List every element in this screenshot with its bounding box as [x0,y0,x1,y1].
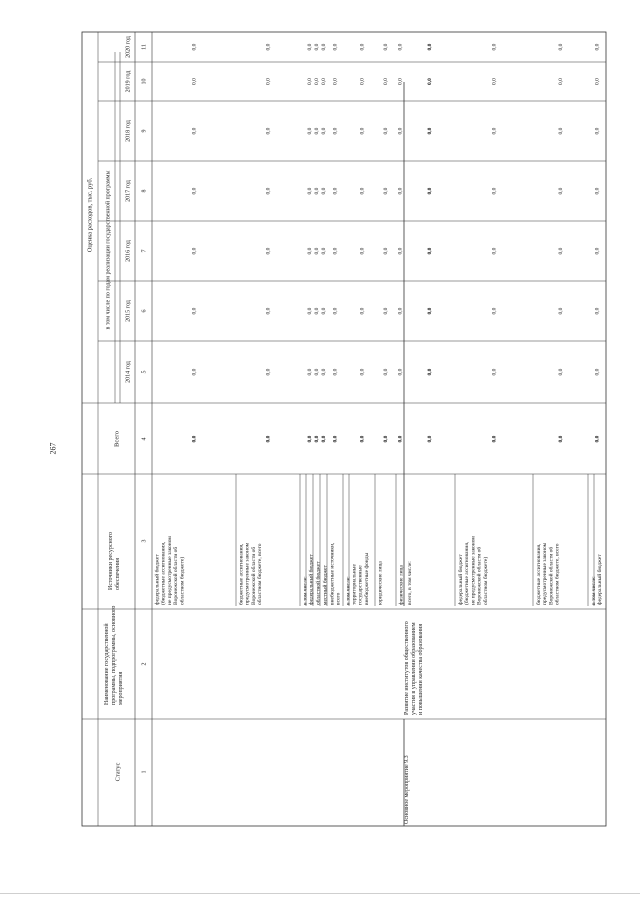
block1-value: 0,0 [382,368,389,376]
block1-value: 0,0 [191,247,198,255]
block1-value: 0,0 [265,368,272,376]
block2-value: 0,0 [426,247,433,255]
column-number-9: 9 [141,129,148,133]
table-frame [82,32,606,826]
block2-status-line: Основное мероприятие 9.3 [404,755,410,824]
block2-value: 0,0 [426,307,433,315]
block1-value: 0,0 [306,247,313,255]
block1-value: 0,0 [332,78,339,85]
block2-value: 0,0 [594,127,601,135]
block2-value: 0,0 [594,187,601,195]
block1-value: 0,0 [332,368,339,376]
block1-value: 0,0 [397,187,404,195]
block1-source [329,542,342,605]
block1-value: 0,0 [332,435,339,443]
block1-value: 0,0 [359,247,366,255]
block1-source [308,554,315,605]
block1-source [398,565,405,605]
block1-value: 0,0 [306,127,313,135]
block1-source-line: предусмотренные законом [244,542,251,605]
block1-source-line: федеральный бюджет [154,554,161,605]
block1-value: 0,0 [320,78,327,85]
block1-value: 0,0 [359,43,366,51]
block1-value: 0,0 [320,43,327,51]
block2-name-line: участия в управлении образованием [411,622,417,715]
block1-value: 0,0 [265,78,272,85]
block1-source-line: Воронежской области об [250,546,257,605]
block2-value: 0,0 [594,307,601,315]
header-year-2017: 2017 год [125,180,132,202]
header-year-2019: 2019 год [125,70,132,93]
block2-value: 0,0 [491,368,498,376]
header-year-2018: 2018 год [125,120,132,142]
block1-value: 0,0 [320,187,327,195]
block1-value: 0,0 [306,368,313,376]
block2-source [596,554,603,605]
block1-value: 0,0 [265,187,272,195]
page-bottom-rule [0,893,640,894]
header-by-years: в том числе по годам реализации государственной программы [105,170,112,330]
header-name-line: программы, подпрограммы, основного [111,605,117,705]
block2-value: 0,0 [594,368,601,376]
block1-value: 0,0 [359,78,366,85]
block2-source-line: Воронежской области об [548,546,555,605]
header-estimate: Оценка расходов, тыс. руб. [86,177,94,253]
block1-source-line: Воронежской области об [173,546,180,605]
block1-source [352,553,370,605]
block1-value: 0,0 [397,435,404,443]
block1-value: 0,0 [382,187,389,195]
block2-value: 0,0 [557,368,564,376]
block2-source-line: в том числе: [591,576,597,605]
header-status: Статус [114,762,122,782]
block1-value: 0,0 [359,187,366,195]
page-number: 267 [48,442,58,454]
block1-value: 0,0 [265,43,272,51]
block1-value: 0,0 [397,127,404,135]
block1-value: 0,0 [313,435,320,443]
block1-source [378,561,384,605]
block1-value: 0,0 [191,78,198,85]
block1-value: 0,0 [332,307,339,315]
block1-source-line: местный бюджет [322,565,329,605]
block2-name [403,621,424,715]
block2-source [535,542,561,605]
block1-source-line: федеральный бюджет [308,554,315,605]
column-number-3: 3 [141,539,148,543]
block1-value: 0,0 [306,307,313,315]
block1-value: 0,0 [191,368,198,376]
block1-value: 0,0 [397,368,404,376]
block2-source-line: (бюджетные ассигнования, [464,541,471,605]
block1-value: 0,0 [332,247,339,255]
header-name-line: Наименование государственной [104,623,110,705]
column-number-11: 11 [141,44,148,50]
block1-value: 0,0 [359,127,366,135]
block2-value: 0,0 [557,78,564,85]
block1-source-line: областном бюджете) [179,556,186,605]
block1-value: 0,0 [306,43,313,51]
column-number-1: 1 [141,770,148,774]
block2-value: 0,0 [594,435,601,443]
block1-value: 0,0 [191,43,198,51]
block1-source-line: физические лица [398,565,405,605]
header-year-2015: 2015 год [125,300,132,322]
block2-value: 0,0 [557,43,564,51]
block2-value: 0,0 [491,78,498,85]
block1-source [315,561,322,605]
block1-value: 0,0 [265,435,272,443]
block2-value: 0,0 [557,187,564,195]
block1-source-line: государственные [357,565,364,605]
block1-value: 0,0 [265,247,272,255]
header-sources [108,532,121,590]
block1-value: 0,0 [359,435,366,443]
header-total: Всего [113,431,121,447]
header-sources-line: обеспечения [115,557,121,590]
block1-value: 0,0 [359,307,366,315]
block2-source-line: федеральный бюджет [458,554,464,605]
block1-source-line: (бюджетные ассигнования, [160,541,167,605]
block2-value: 0,0 [594,43,601,51]
block1-value: 0,0 [191,187,198,195]
block1-value: 0,0 [313,187,320,195]
block2-value: 0,0 [594,78,601,85]
block2-source-line: бюджетные ассигнования, [536,543,542,605]
block1-value: 0,0 [397,247,404,255]
block2-name-line: Развитие институтов общественного [404,621,410,715]
block2-source-line: Воронежской области об [476,546,483,605]
block1-value: 0,0 [191,307,198,315]
block1-source-line: всего [335,592,342,605]
block1-value: 0,0 [397,78,404,85]
block2-value: 0,0 [491,43,498,51]
column-number-10: 10 [141,78,148,85]
block2-value: 0,0 [491,307,498,315]
block2-value: 0,0 [557,435,564,443]
block1-value: 0,0 [320,247,327,255]
block1-source [154,536,186,605]
block1-source-line: в том числе: [302,576,309,605]
header-sources-line: Источники ресурсного [108,531,114,590]
block1-value: 0,0 [313,307,320,315]
block1-source-line: внебюджетные фонды [363,552,370,605]
column-number-6: 6 [141,309,148,313]
block2-source-line: предусмотренные законом [542,542,549,605]
block1-source [322,565,329,605]
block2-value: 0,0 [426,368,433,376]
block1-source-line: территориальные [351,564,358,605]
block1-value: 0,0 [320,435,327,443]
block2-value: 0,0 [426,127,433,135]
block1-value: 0,0 [320,307,327,315]
block1-value: 0,0 [332,43,339,51]
block1-source-line: в том числе: [345,576,352,605]
block2-status [404,755,410,824]
block1-value: 0,0 [320,127,327,135]
column-number-7: 7 [141,249,148,253]
block2-value: 0,0 [594,247,601,255]
header-name [103,606,124,705]
block2-source-line: всего, в том числе: [407,561,413,605]
block1-value: 0,0 [265,127,272,135]
block1-value: 0,0 [265,307,272,315]
block2-source-line: не предусмотренные законом [470,536,477,605]
header-name-line: мероприятия [118,671,124,705]
block1-value: 0,0 [191,435,198,443]
block1-value: 0,0 [382,435,389,443]
block1-source-line: не предусмотренные законом [166,536,173,605]
block2-source-line: федеральный бюджет [597,554,603,605]
block1-source [238,542,264,605]
block2-value: 0,0 [426,435,433,443]
block2-value: 0,0 [491,127,498,135]
block1-source-line: внебюджетные источники, [329,542,336,605]
block1-source-line: юридические лица [377,561,384,605]
block1-value: 0,0 [382,247,389,255]
block1-value: 0,0 [382,307,389,315]
block1-value: 0,0 [306,78,313,85]
block1-source-line: областном бюджете, всего [257,543,264,605]
column-number-8: 8 [141,189,148,193]
block1-value: 0,0 [382,78,389,85]
column-number-5: 5 [141,370,148,374]
block2-value: 0,0 [426,43,433,51]
block2-name-line: и повышении качества образования [418,623,424,715]
block2-value: 0,0 [426,187,433,195]
block2-value: 0,0 [426,78,433,85]
block2-source-line: областном бюджете) [482,556,489,605]
block2-source [457,536,489,605]
block2-value: 0,0 [557,247,564,255]
header-year-2016: 2016 год [125,240,132,262]
block2-value: 0,0 [491,247,498,255]
block1-value: 0,0 [313,368,320,376]
block2-source-line: областном бюджете, всего [554,543,561,605]
block1-value: 0,0 [332,127,339,135]
block1-value: 0,0 [313,43,320,51]
block1-value: 0,0 [320,368,327,376]
block2-value: 0,0 [491,435,498,443]
block2-value: 0,0 [557,127,564,135]
block1-value: 0,0 [313,78,320,85]
header-year-2014: 2014 год [125,361,132,383]
block1-value: 0,0 [382,127,389,135]
block1-value: 0,0 [306,187,313,195]
block1-value: 0,0 [313,127,320,135]
block1-value: 0,0 [397,43,404,51]
block1-value: 0,0 [359,368,366,376]
block2-value: 0,0 [491,187,498,195]
block1-value: 0,0 [332,187,339,195]
block1-value: 0,0 [191,127,198,135]
block1-value: 0,0 [397,307,404,315]
block1-value: 0,0 [382,43,389,51]
block2-value: 0,0 [557,307,564,315]
header-year-2020: 2020 год [125,36,132,58]
block1-source-line: бюджетные ассигнования, [238,543,245,605]
block1-value: 0,0 [313,247,320,255]
column-number-2: 2 [141,662,148,666]
block1-source-line: областной бюджет [315,561,322,605]
block1-value: 0,0 [306,435,313,443]
column-number-4: 4 [141,437,148,441]
block2-source [407,561,413,605]
